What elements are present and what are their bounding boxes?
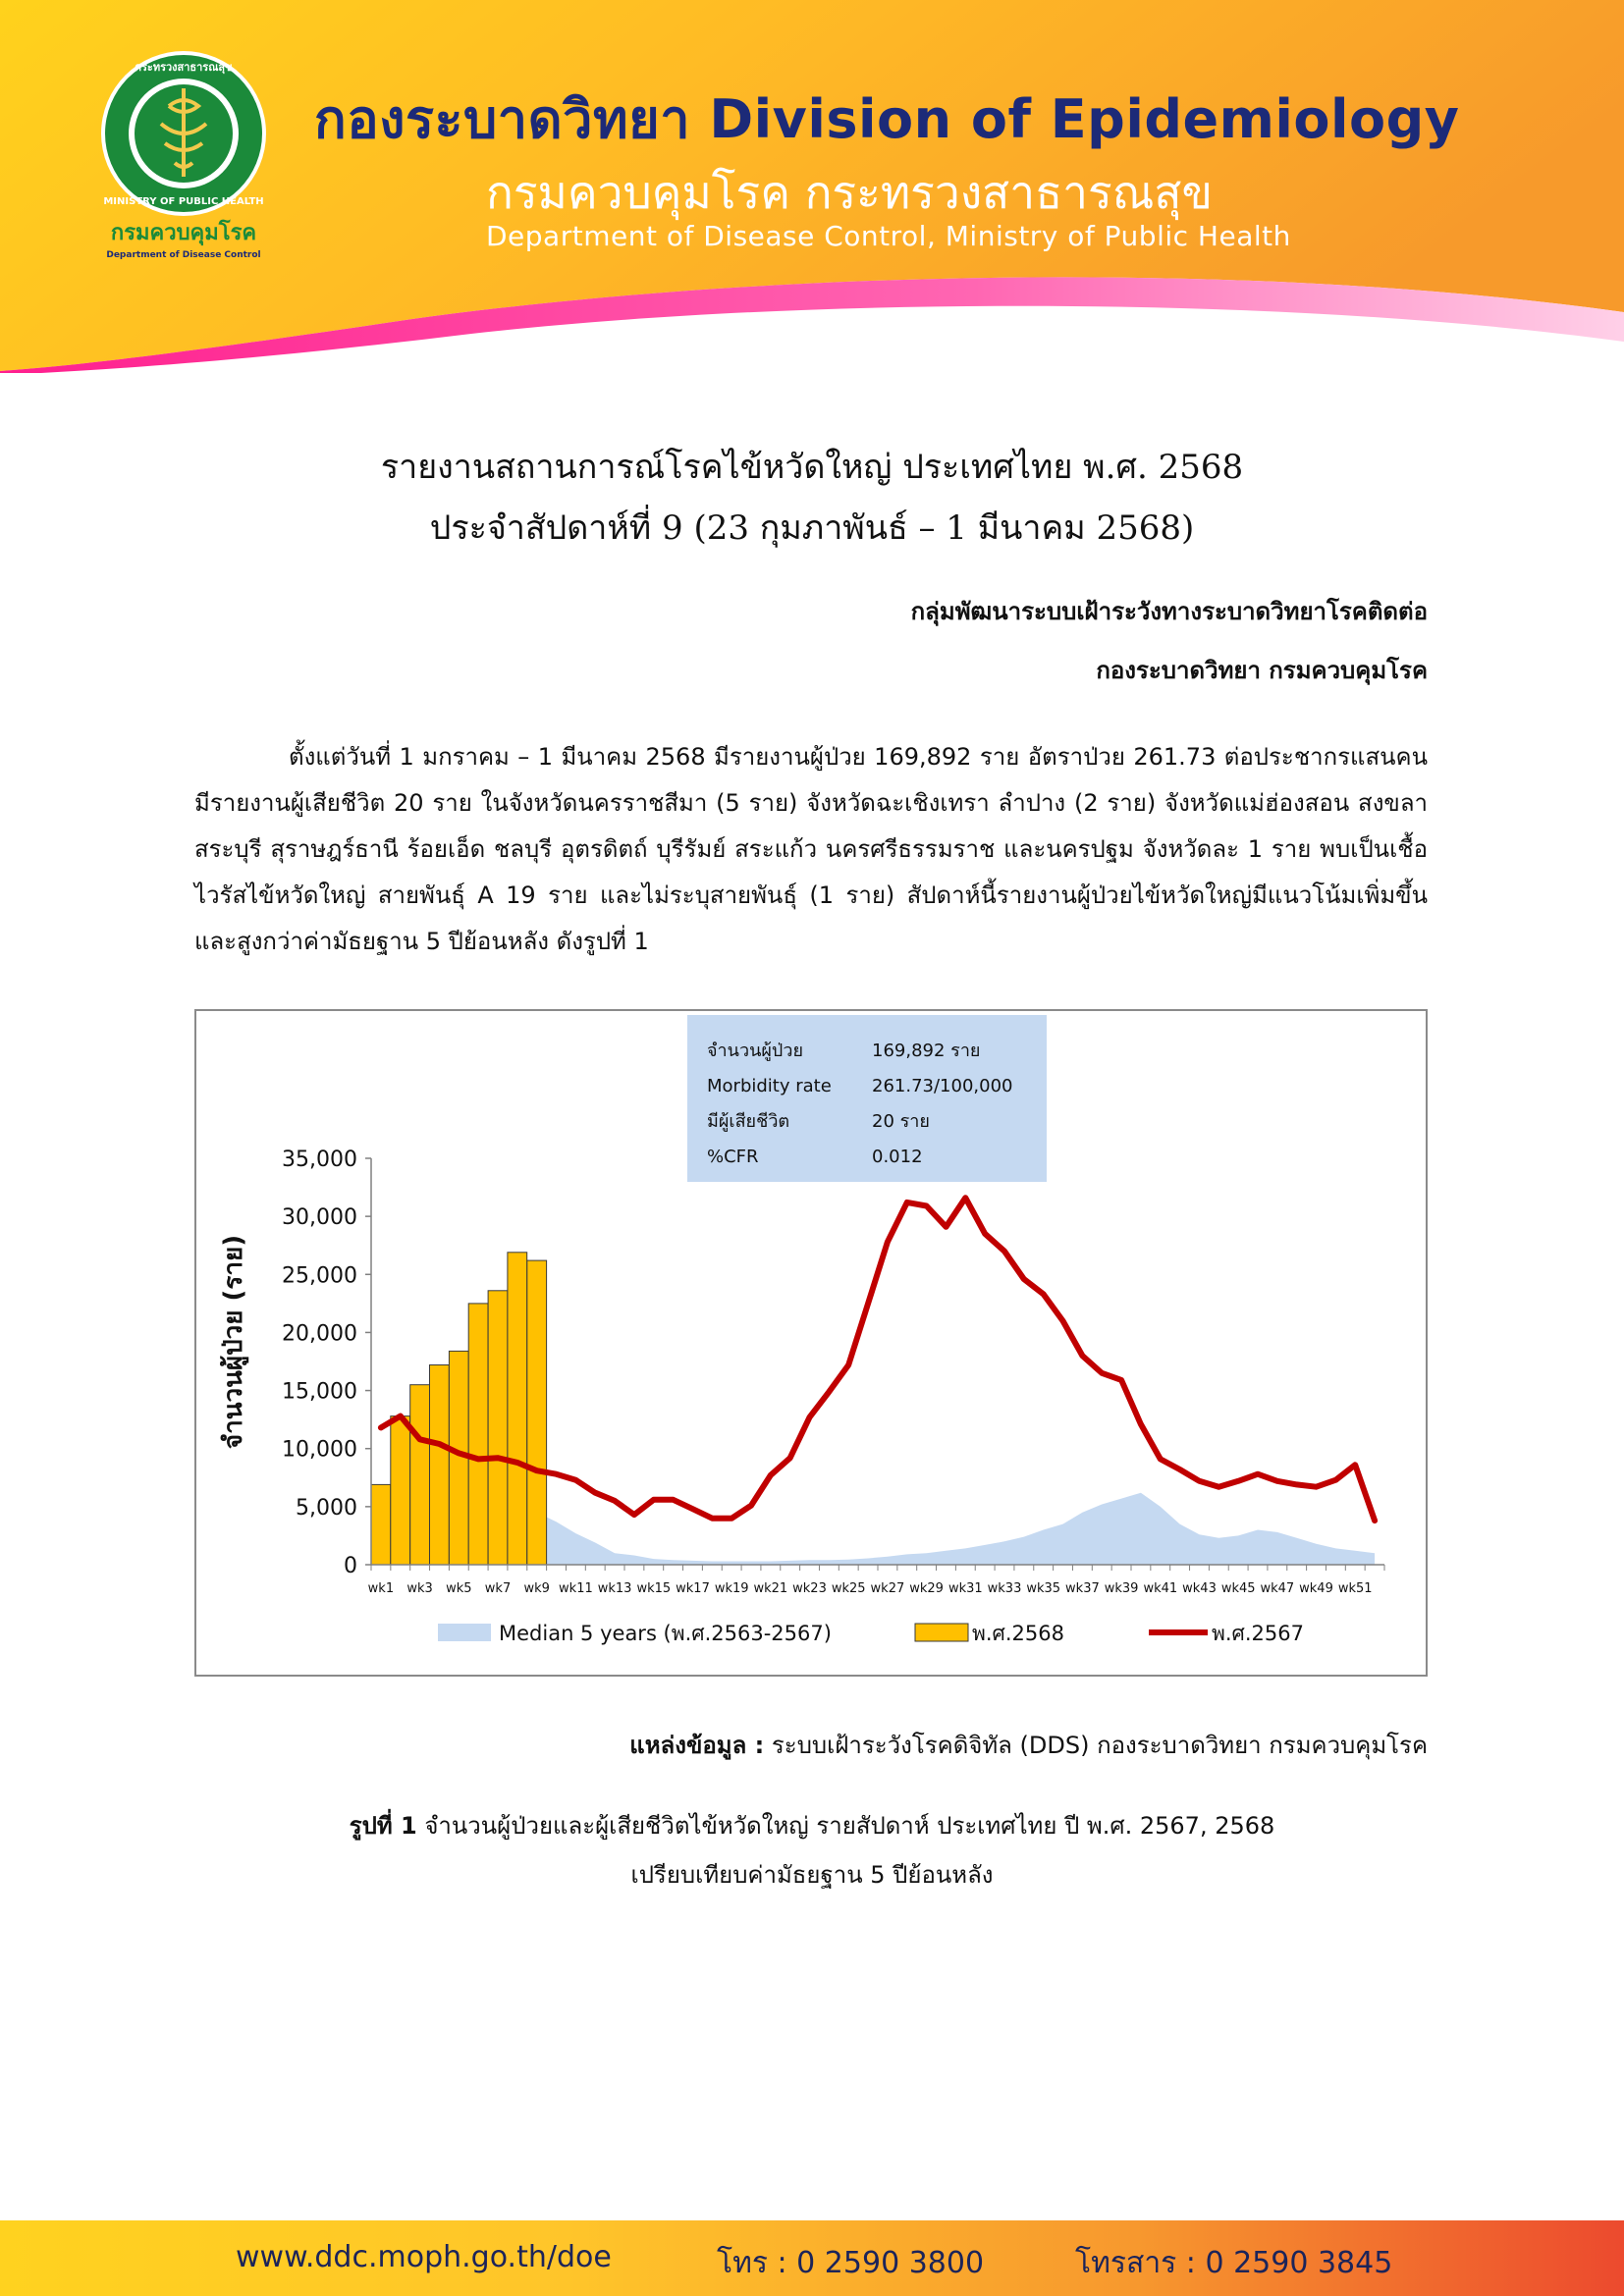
info-box-value: 0.012 (872, 1147, 923, 1167)
source-text: ระบบเฝ้าระวังโรคดิจิทัล (DDS) กองระบาดวิทยา กรมควบคุมโรค (764, 1732, 1428, 1759)
footer-website[interactable]: www.ddc.moph.go.th/doe (236, 2240, 612, 2274)
report-title: รายงานสถานการณ์โรคไข้หวัดใหญ่ ประเทศไทย พ.ศ. 2568 (380, 448, 1244, 487)
info-box-label: จำนวนผู้ป่วย (707, 1041, 803, 1061)
y-tick-label: 10,000 (282, 1437, 357, 1463)
logo-caption-th: กรมควบคุมโรค (110, 221, 257, 245)
x-tick-label: wk19 (714, 1581, 749, 1596)
bar-2568 (410, 1385, 430, 1565)
bar-2568 (508, 1253, 527, 1565)
header-subtitle-th: กรมควบคุมโรค กระทรวงสาธารณสุข (486, 166, 1213, 219)
y-tick-label: 25,000 (282, 1263, 357, 1289)
x-tick-label: wk21 (753, 1581, 788, 1596)
y-tick-label: 5,000 (296, 1495, 357, 1521)
report-org-group: กลุ่มพัฒนาระบบเฝ้าระวังทางระบาดวิทยาโรคติดต่อ (910, 598, 1428, 625)
x-tick-label: wk49 (1299, 1581, 1333, 1596)
legend-label-2567: พ.ศ.2567 (1212, 1622, 1304, 1645)
x-tick-label: wk17 (676, 1581, 710, 1596)
x-tick-label: wk51 (1337, 1581, 1373, 1596)
source-label: แหล่งข้อมูล : (629, 1732, 765, 1759)
x-tick-label: wk39 (1104, 1581, 1139, 1596)
info-box-label: %CFR (707, 1147, 759, 1167)
info-box-label: Morbidity rate (707, 1076, 832, 1096)
logo-caption-en: Department of Disease Control (106, 250, 261, 260)
header-subtitle-en: Department of Disease Control, Ministry of Public Health (486, 220, 1291, 252)
x-tick-label: wk37 (1065, 1581, 1100, 1596)
caption-label: รูปที่ 1 (349, 1812, 417, 1840)
y-tick-label: 0 (344, 1554, 357, 1578)
x-tick-label: wk23 (792, 1581, 827, 1596)
x-tick-label: wk45 (1220, 1581, 1256, 1596)
info-box-value: 261.73/100,000 (872, 1076, 1013, 1096)
caption-line1: จำนวนผู้ป่วยและผู้เสียชีวิตไข้หวัดใหญ่ รายสัปดาห์ ประเทศไทย ปี พ.ศ. 2567, 2568 (416, 1812, 1275, 1840)
x-tick-label: wk3 (406, 1581, 433, 1596)
legend-swatch-median (438, 1624, 491, 1641)
figure-caption (0, 1806, 1624, 1844)
logo-ring-bottom: MINISTRY OF PUBLIC HEALTH (103, 196, 264, 207)
info-box-value: 169,892 ราย (872, 1041, 981, 1061)
report-week: ประจำสัปดาห์ที่ 9 (23 กุมภาพันธ์ – 1 มีนาคม 2568) (429, 508, 1195, 548)
x-tick-label: wk27 (870, 1581, 905, 1596)
logo-ring-top: กระทรวงสาธารณสุข (135, 61, 233, 74)
legend-label-median: Median 5 years (พ.ศ.2563-2567) (499, 1622, 832, 1645)
report-org-division: กองระบาดวิทยา กรมควบคุมโรค (1096, 657, 1428, 684)
x-tick-label: wk25 (831, 1581, 866, 1596)
bar-2568 (468, 1304, 488, 1565)
legend-label-2568: พ.ศ.2568 (972, 1622, 1064, 1645)
x-tick-label: wk11 (559, 1581, 593, 1596)
bar-2568 (488, 1291, 508, 1565)
x-tick-label: wk5 (446, 1581, 472, 1596)
footer-fax: โทรสาร : 0 2590 3845 (1075, 2246, 1393, 2280)
x-tick-label: wk35 (1026, 1581, 1061, 1596)
footer-bar (0, 2220, 1624, 2296)
x-tick-label: wk7 (484, 1581, 512, 1596)
x-tick-label: wk33 (987, 1581, 1022, 1596)
x-tick-label: wk15 (636, 1581, 672, 1596)
y-tick-label: 15,000 (282, 1379, 357, 1405)
x-tick-label: wk29 (909, 1581, 944, 1596)
report-body: ตั้งแต่วันที่ 1 มกราคม – 1 มีนาคม 2568 มีรายงานผู้ป่วย 169,892 ราย อัตราป่วย 261.73 ต่อประชากรแสนคน มีรายงานผู้เสียชีวิต 20 ราย ในจังหวัดนครราชสีมา (5 ราย) จังหวัดฉะเชิงเทรา ลำปาง (2 ราย) จังหวัดแม่ฮ่องสอน สงขลา สระบุรี สุราษฎร์ธานี ร้อยเอ็ด ชลบุรี อุตรดิตถ์ บุรีรัมย์ สระแก้ว นครศรีธรรมราช และนครปฐม จังหวัดละ 1 ราย พบเป็นเชื้อไวรัสไข้หวัดใหญ่ สายพันธุ์ A 19 ราย และไม่ระบุสายพันธุ์ (1 ราย) สัปดาห์นี้รายงานผู้ป่วยไข้หวัดใหญ่มีแนวโน้มเพิ่มขึ้นและสูงกว่าค่ามัธยฐาน 5 ปีย้อนหลัง ดังรูปที่ 1 (194, 743, 1428, 955)
y-tick-label: 20,000 (282, 1321, 357, 1347)
bar-2568 (430, 1365, 450, 1566)
ministry-logo (90, 47, 277, 263)
x-tick-label: wk47 (1260, 1581, 1295, 1596)
legend-swatch-2568 (915, 1624, 968, 1641)
x-tick-label: wk31 (947, 1581, 983, 1596)
y-tick-label: 30,000 (282, 1205, 357, 1231)
info-box-label: มีผู้เสียชีวิต (707, 1111, 790, 1132)
x-tick-label: wk43 (1182, 1581, 1217, 1596)
chart-frame (194, 1009, 1428, 1677)
x-tick-label: wk9 (523, 1581, 550, 1596)
bar-2568 (527, 1260, 547, 1565)
bar-2568 (371, 1484, 391, 1565)
y-tick-label: 35,000 (282, 1148, 357, 1172)
influenza-weekly-chart (196, 1011, 1426, 1675)
header-title: กองระบาดวิทยา Division of Epidemiology (314, 88, 1460, 150)
data-source (629, 1726, 1428, 1764)
bar-2568 (391, 1416, 410, 1565)
x-tick-label: wk41 (1143, 1581, 1178, 1596)
footer-phone: โทร : 0 2590 3800 (717, 2246, 985, 2280)
y-axis-title: จำนวนผู้ป่วย (ราย) (219, 1234, 248, 1450)
figure-caption-line2: เปรียบเทียบค่ามัธยฐาน 5 ปีย้อนหลัง (630, 1861, 994, 1889)
x-tick-label: wk1 (367, 1581, 395, 1596)
x-tick-label: wk13 (597, 1581, 632, 1596)
info-box-value: 20 ราย (872, 1111, 930, 1132)
